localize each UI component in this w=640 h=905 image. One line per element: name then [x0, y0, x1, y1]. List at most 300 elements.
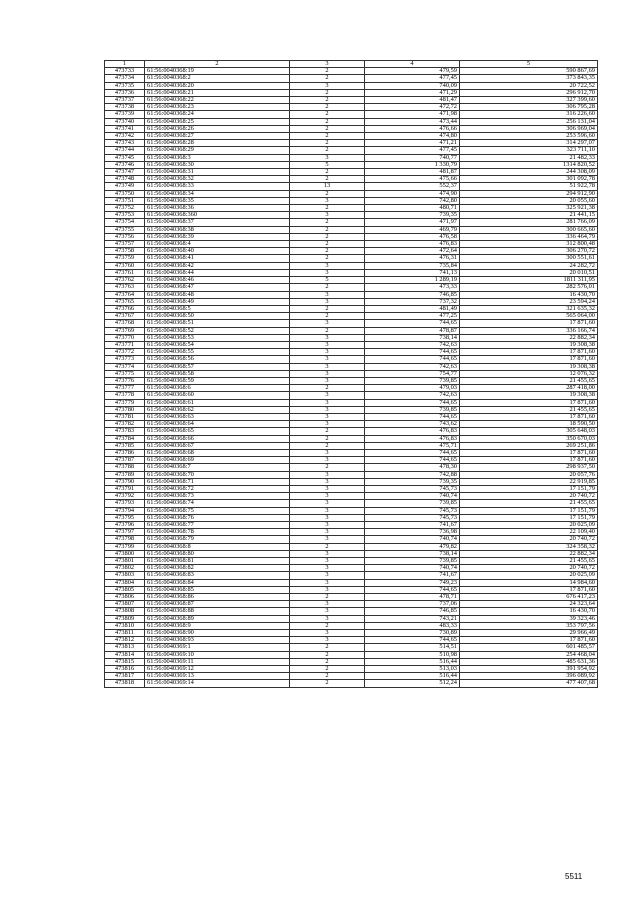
category-cell: 3	[290, 601, 365, 608]
table-row	[105, 284, 598, 291]
area-cell: 472,72	[365, 104, 460, 111]
row-number-cell: 473779	[105, 399, 145, 406]
table-row	[105, 622, 598, 629]
area-cell: 476,83	[365, 435, 460, 442]
row-number-cell: 473785	[105, 442, 145, 449]
row-number-cell: 473802	[105, 565, 145, 572]
area-cell: 739,85	[365, 377, 460, 384]
cadastral-number-cell: 61:56:0040368:75	[145, 507, 290, 514]
category-cell: 3	[290, 349, 365, 356]
table-row	[105, 464, 598, 471]
value-cell: 676 417,23	[460, 594, 598, 601]
category-cell: 2	[290, 140, 365, 147]
cadastral-number-cell: 61:56:0040368:20	[145, 82, 290, 89]
row-number-cell: 473763	[105, 284, 145, 291]
cadastral-number-cell: 61:56:0040368:2	[145, 75, 290, 82]
cadastral-number-cell: 61:56:0040368:21	[145, 89, 290, 96]
category-cell: 2	[290, 673, 365, 680]
cadastral-number-cell: 61:56:0040368:86	[145, 594, 290, 601]
value-cell: 314 297,07	[460, 140, 598, 147]
cadastral-number-cell: 61:56:0040368:67	[145, 442, 290, 449]
table-row	[105, 658, 598, 665]
cadastral-number-cell: 61:56:0040368:73	[145, 493, 290, 500]
category-cell: 3	[290, 334, 365, 341]
row-number-cell: 473815	[105, 658, 145, 665]
area-cell: 744,65	[365, 449, 460, 456]
row-number-cell: 473809	[105, 615, 145, 622]
row-number-cell: 473745	[105, 154, 145, 161]
area-cell: 743,21	[365, 615, 460, 622]
row-number-cell: 473770	[105, 334, 145, 341]
value-cell: 485 631,36	[460, 658, 598, 665]
area-cell: 742,88	[365, 471, 460, 478]
table-row	[105, 514, 598, 521]
table-row	[105, 680, 598, 687]
row-number-cell: 473781	[105, 413, 145, 420]
row-number-cell: 473813	[105, 644, 145, 651]
cadastral-number-cell: 61:56:0040369:1	[145, 644, 290, 651]
row-number-cell: 473814	[105, 651, 145, 658]
area-cell: 516,44	[365, 673, 460, 680]
cadastral-number-cell: 61:56:0040368:72	[145, 485, 290, 492]
area-cell: 481,49	[365, 305, 460, 312]
area-cell: 471,21	[365, 140, 460, 147]
value-cell: 21 455,65	[460, 406, 598, 413]
column-header-5: 5	[460, 61, 598, 68]
cadastral-number-cell: 61:56:0040368:70	[145, 471, 290, 478]
table-row	[105, 377, 598, 384]
table-row	[105, 630, 598, 637]
cadastral-number-cell: 61:56:0040368:47	[145, 284, 290, 291]
category-cell: 3	[290, 514, 365, 521]
cadastral-number-cell: 61:56:0040368:60	[145, 392, 290, 399]
area-cell: 481,47	[365, 97, 460, 104]
row-number-cell: 473818	[105, 680, 145, 687]
row-number-cell: 473794	[105, 507, 145, 514]
column-header-1: 1	[105, 61, 145, 68]
table-body	[105, 68, 598, 687]
table-row	[105, 118, 598, 125]
category-cell: 2	[290, 385, 365, 392]
category-cell: 5	[290, 277, 365, 284]
row-number-cell: 473772	[105, 349, 145, 356]
value-cell: 298 937,50	[460, 464, 598, 471]
area-cell: 1 330,79	[365, 161, 460, 168]
value-cell: 1314 820,52	[460, 161, 598, 168]
area-cell: 746,85	[365, 291, 460, 298]
category-cell: 3	[290, 82, 365, 89]
row-number-cell: 473753	[105, 212, 145, 219]
cadastral-number-cell: 61:56:0040368:46	[145, 277, 290, 284]
row-number-cell: 473787	[105, 457, 145, 464]
table-row	[105, 651, 598, 658]
value-cell: 325 921,38	[460, 205, 598, 212]
category-cell: 2	[290, 666, 365, 673]
table-row	[105, 558, 598, 565]
table-row	[105, 248, 598, 255]
table-row	[105, 140, 598, 147]
row-number-cell: 473799	[105, 543, 145, 550]
value-cell: 29 966,49	[460, 630, 598, 637]
category-cell: 3	[290, 485, 365, 492]
category-cell: 2	[290, 644, 365, 651]
area-cell: 514,51	[365, 644, 460, 651]
cadastral-number-cell: 61:56:0040369:11	[145, 658, 290, 665]
area-cell: 476,31	[365, 255, 460, 262]
table-row	[105, 341, 598, 348]
cadastral-number-cell: 61:56:0040368:30	[145, 161, 290, 168]
value-cell: 17 871,60	[460, 356, 598, 363]
table-row	[105, 536, 598, 543]
cadastral-number-cell: 61:56:0040368:65	[145, 428, 290, 435]
area-cell: 735,84	[365, 262, 460, 269]
value-cell: 17 871,60	[460, 637, 598, 644]
value-cell: 353 797,56	[460, 622, 598, 629]
row-number-cell: 473741	[105, 125, 145, 132]
row-number-cell: 473735	[105, 82, 145, 89]
table-row	[105, 572, 598, 579]
category-cell: 2	[290, 284, 365, 291]
value-cell: 19 308,38	[460, 341, 598, 348]
cadastral-number-cell: 61:56:0040368:87	[145, 601, 290, 608]
category-cell: 2	[290, 205, 365, 212]
table-row	[105, 594, 598, 601]
cadastral-number-cell: 61:56:0040368:51	[145, 320, 290, 327]
category-cell: 2	[290, 68, 365, 75]
table-row	[105, 399, 598, 406]
value-cell: 253 596,60	[460, 133, 598, 140]
row-number-cell: 473748	[105, 176, 145, 183]
area-cell: 740,09	[365, 82, 460, 89]
cadastral-number-cell: 61:56:0040368:89	[145, 615, 290, 622]
category-cell: 2	[290, 651, 365, 658]
value-cell: 21 455,65	[460, 500, 598, 507]
cadastral-number-cell: 61:56:0040368:61	[145, 399, 290, 406]
table-row	[105, 615, 598, 622]
header-row	[105, 61, 598, 68]
value-cell: 282 576,01	[460, 284, 598, 291]
category-cell: 3	[290, 478, 365, 485]
category-cell: 2	[290, 104, 365, 111]
category-cell: 2	[290, 118, 365, 125]
area-cell: 473,44	[365, 118, 460, 125]
area-cell: 478,71	[365, 594, 460, 601]
cadastral-number-cell: 61:56:0040368:59	[145, 377, 290, 384]
category-cell: 3	[290, 565, 365, 572]
row-number-cell: 473817	[105, 673, 145, 680]
area-cell: 469,79	[365, 226, 460, 233]
area-cell: 745,73	[365, 485, 460, 492]
category-cell: 3	[290, 615, 365, 622]
row-number-cell: 473769	[105, 327, 145, 334]
value-cell: 327 399,60	[460, 97, 598, 104]
value-cell: 20 057,76	[460, 471, 598, 478]
area-cell: 474,80	[365, 133, 460, 140]
area-cell: 744,65	[365, 637, 460, 644]
area-cell: 738,14	[365, 334, 460, 341]
value-cell: 256 131,04	[460, 118, 598, 125]
area-cell: 739,85	[365, 500, 460, 507]
category-cell: 2	[290, 233, 365, 240]
table-row	[105, 392, 598, 399]
table-row	[105, 421, 598, 428]
value-cell: 21 455,65	[460, 558, 598, 565]
category-cell: 3	[290, 550, 365, 557]
value-cell: 336 166,74	[460, 327, 598, 334]
value-cell: 14 984,60	[460, 579, 598, 586]
table-row	[105, 673, 598, 680]
value-cell: 17 871,60	[460, 320, 598, 327]
value-cell: 22 882,34	[460, 334, 598, 341]
cadastral-number-cell: 61:56:0040368:62	[145, 406, 290, 413]
value-cell: 590 867,69	[460, 68, 598, 75]
cadastral-number-cell: 61:56:0040368:68	[145, 449, 290, 456]
table-row	[105, 507, 598, 514]
row-number-cell: 473795	[105, 514, 145, 521]
table-row	[105, 233, 598, 240]
table-row	[105, 176, 598, 183]
row-number-cell: 473767	[105, 313, 145, 320]
value-cell: 20 740,72	[460, 493, 598, 500]
cadastral-number-cell: 61:56:0040368:19	[145, 68, 290, 75]
table-row	[105, 75, 598, 82]
value-cell: 51 922,78	[460, 183, 598, 190]
cadastral-number-cell: 61:56:0040369:13	[145, 673, 290, 680]
table-row	[105, 442, 598, 449]
table-row	[105, 363, 598, 370]
table-row	[105, 277, 598, 284]
cadastral-number-cell: 61:56:0040368:54	[145, 341, 290, 348]
table-row	[105, 269, 598, 276]
table-row	[105, 644, 598, 651]
area-cell: 1 289,19	[365, 277, 460, 284]
table-row	[105, 579, 598, 586]
value-cell: 19 308,38	[460, 363, 598, 370]
table-row	[105, 406, 598, 413]
area-cell: 739,35	[365, 212, 460, 219]
area-cell: 749,23	[365, 579, 460, 586]
category-cell: 3	[290, 572, 365, 579]
area-cell: 741,67	[365, 522, 460, 529]
table-row	[105, 183, 598, 190]
value-cell: 22 882,34	[460, 550, 598, 557]
table-row	[105, 190, 598, 197]
area-cell: 476,83	[365, 428, 460, 435]
table-row	[105, 68, 598, 75]
cadastral-number-cell: 61:56:0040368:28	[145, 140, 290, 147]
value-cell: 17 871,60	[460, 413, 598, 420]
cadastral-number-cell: 61:56:0040368:88	[145, 608, 290, 615]
cadastral-number-cell: 61:56:0040368:85	[145, 586, 290, 593]
area-cell: 483,33	[365, 622, 460, 629]
row-number-cell: 473776	[105, 377, 145, 384]
value-cell: 244 308,09	[460, 169, 598, 176]
value-cell: 20 025,09	[460, 522, 598, 529]
value-cell: 16 430,70	[460, 291, 598, 298]
cadastral-number-cell: 61:56:0040368:25	[145, 118, 290, 125]
table-row	[105, 601, 598, 608]
category-cell: 3	[290, 377, 365, 384]
area-cell: 476,83	[365, 241, 460, 248]
cadastral-number-cell: 61:56:0040368:3	[145, 154, 290, 161]
table-row	[105, 255, 598, 262]
cadastral-number-cell: 61:56:0040368:24	[145, 111, 290, 118]
row-number-cell: 473744	[105, 147, 145, 154]
table-row	[105, 478, 598, 485]
value-cell: 287 418,00	[460, 385, 598, 392]
row-number-cell: 473761	[105, 269, 145, 276]
value-cell: 20 740,72	[460, 565, 598, 572]
row-number-cell: 473788	[105, 464, 145, 471]
cadastral-number-cell: 61:56:0040368:49	[145, 298, 290, 305]
area-cell: 744,65	[365, 320, 460, 327]
area-cell: 512,24	[365, 680, 460, 687]
category-cell: 3	[290, 457, 365, 464]
row-number-cell: 473797	[105, 529, 145, 536]
cadastral-number-cell: 61:56:0040368:55	[145, 349, 290, 356]
row-number-cell: 473750	[105, 190, 145, 197]
area-cell: 471,97	[365, 219, 460, 226]
value-cell: 21 482,33	[460, 154, 598, 161]
value-cell: 321 635,32	[460, 305, 598, 312]
table-row	[105, 356, 598, 363]
cadastral-number-cell: 61:56:0040368:23	[145, 104, 290, 111]
cadastral-number-cell: 61:56:0040368:34	[145, 190, 290, 197]
area-cell: 740,74	[365, 536, 460, 543]
value-cell: 19 308,38	[460, 392, 598, 399]
row-number-cell: 473803	[105, 572, 145, 579]
category-cell: 2	[290, 190, 365, 197]
table-row	[105, 226, 598, 233]
cadastral-number-cell: 61:56:0040368:8	[145, 543, 290, 550]
table-row	[105, 370, 598, 377]
category-cell: 2	[290, 622, 365, 629]
category-cell: 3	[290, 558, 365, 565]
category-cell: 2	[290, 305, 365, 312]
row-number-cell: 473782	[105, 421, 145, 428]
category-cell: 3	[290, 341, 365, 348]
area-cell: 741,67	[365, 572, 460, 579]
data-table	[104, 60, 598, 688]
row-number-cell: 473780	[105, 406, 145, 413]
page-number: 5511	[565, 872, 583, 881]
area-cell: 478,87	[365, 327, 460, 334]
cadastral-number-cell: 61:56:0040368:66	[145, 435, 290, 442]
category-cell: 2	[290, 435, 365, 442]
area-cell: 740,77	[365, 154, 460, 161]
table-row	[105, 125, 598, 132]
row-number-cell: 473752	[105, 205, 145, 212]
table-row	[105, 205, 598, 212]
cadastral-number-cell: 61:56:0040368:80	[145, 550, 290, 557]
value-cell: 22 919,85	[460, 478, 598, 485]
row-number-cell: 473800	[105, 550, 145, 557]
table-row	[105, 197, 598, 204]
category-cell: 3	[290, 392, 365, 399]
cadastral-number-cell: 61:56:0040368:93	[145, 637, 290, 644]
table-row	[105, 586, 598, 593]
category-cell: 3	[290, 154, 365, 161]
category-cell: 3	[290, 370, 365, 377]
value-cell: 21 455,65	[460, 377, 598, 384]
row-number-cell: 473743	[105, 140, 145, 147]
table-row	[105, 485, 598, 492]
area-cell: 746,85	[365, 608, 460, 615]
row-number-cell: 473773	[105, 356, 145, 363]
area-cell: 477,25	[365, 313, 460, 320]
value-cell: 20 010,51	[460, 269, 598, 276]
category-cell: 5	[290, 161, 365, 168]
area-cell: 744,65	[365, 457, 460, 464]
cadastral-number-cell: 61:56:0040368:71	[145, 478, 290, 485]
category-cell: 3	[290, 298, 365, 305]
cadastral-number-cell: 61:56:0040368:90	[145, 630, 290, 637]
cadastral-number-cell: 61:56:0040368:42	[145, 262, 290, 269]
cadastral-number-cell: 61:56:0040368:74	[145, 500, 290, 507]
cadastral-number-cell: 61:56:0040368:82	[145, 565, 290, 572]
row-number-cell: 473777	[105, 385, 145, 392]
value-cell: 391 954,92	[460, 666, 598, 673]
table-row	[105, 471, 598, 478]
row-number-cell: 473808	[105, 608, 145, 615]
row-number-cell: 473783	[105, 428, 145, 435]
area-cell: 744,65	[365, 399, 460, 406]
column-header-3: 3	[290, 61, 365, 68]
column-header-4: 4	[365, 61, 460, 68]
cadastral-number-cell: 61:56:0040368:64	[145, 421, 290, 428]
row-number-cell: 473789	[105, 471, 145, 478]
row-number-cell: 473790	[105, 478, 145, 485]
cadastral-number-cell: 61:56:0040368:7	[145, 464, 290, 471]
category-cell: 3	[290, 449, 365, 456]
area-cell: 741,13	[365, 269, 460, 276]
area-cell: 738,14	[365, 550, 460, 557]
area-cell: 472,64	[365, 248, 460, 255]
area-cell: 481,87	[365, 169, 460, 176]
row-number-cell: 473812	[105, 637, 145, 644]
value-cell: 20 055,60	[460, 197, 598, 204]
category-cell: 2	[290, 313, 365, 320]
row-number-cell: 473751	[105, 197, 145, 204]
table-row	[105, 550, 598, 557]
cadastral-number-cell: 61:56:0040369:14	[145, 680, 290, 687]
row-number-cell: 473737	[105, 97, 145, 104]
category-cell: 2	[290, 97, 365, 104]
cadastral-number-cell: 61:56:0040368:77	[145, 522, 290, 529]
cadastral-number-cell: 61:56:0040369:12	[145, 666, 290, 673]
area-cell: 740,74	[365, 493, 460, 500]
cadastral-number-cell: 61:56:0040368:5	[145, 305, 290, 312]
row-number-cell: 473738	[105, 104, 145, 111]
area-cell: 475,66	[365, 176, 460, 183]
cadastral-number-cell: 61:56:0040368:41	[145, 255, 290, 262]
cadastral-number-cell: 61:56:0040368:27	[145, 133, 290, 140]
cadastral-number-cell: 61:56:0040368:37	[145, 219, 290, 226]
value-cell: 254 468,04	[460, 651, 598, 658]
value-cell: 12 076,32	[460, 370, 598, 377]
area-cell: 737,06	[365, 601, 460, 608]
value-cell: 316 226,60	[460, 111, 598, 118]
value-cell: 300 665,60	[460, 226, 598, 233]
table-row	[105, 305, 598, 312]
table-row	[105, 522, 598, 529]
cadastral-number-cell: 61:56:0040368:84	[145, 579, 290, 586]
value-cell: 39 323,46	[460, 615, 598, 622]
cadastral-number-cell: 61:56:0040368:44	[145, 269, 290, 276]
category-cell: 2	[290, 219, 365, 226]
table-row	[105, 666, 598, 673]
row-number-cell: 473755	[105, 226, 145, 233]
